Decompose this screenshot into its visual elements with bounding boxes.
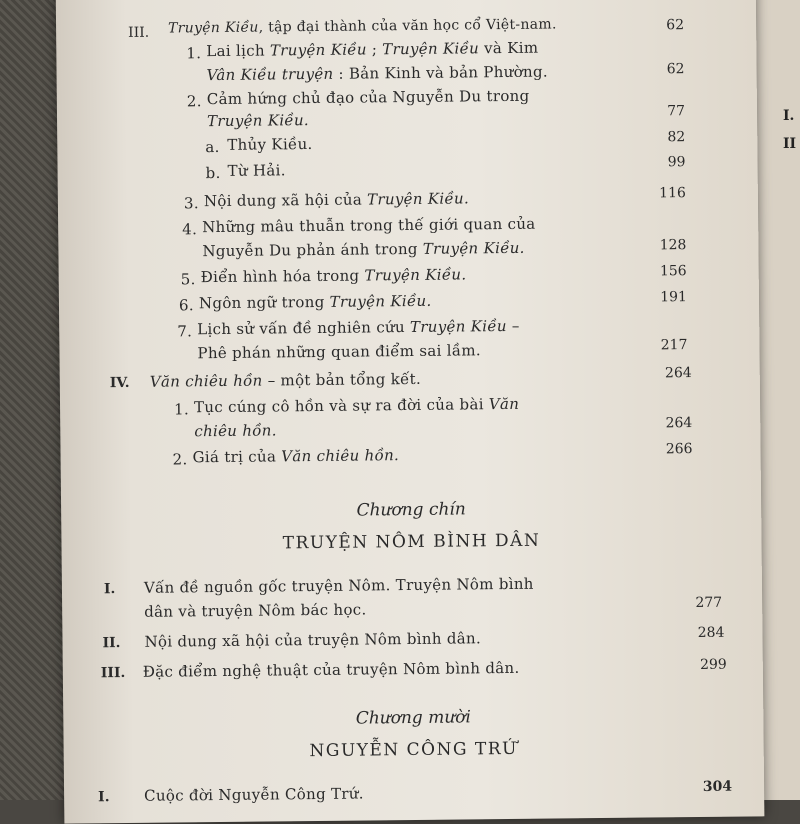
toc-entry-line: Điển hình hóa trong Truyện Kiều. bbox=[200, 265, 467, 287]
toc-entry-line: Phê phán những quan điểm sai lầm. bbox=[197, 341, 481, 363]
item-letter: a. bbox=[205, 137, 220, 157]
adjacent-page-mark-1: I. bbox=[783, 108, 795, 124]
page-number: 99 bbox=[667, 154, 686, 171]
page-number: 191 bbox=[660, 289, 688, 306]
section-title: Truyện Kiều, tập đại thành của văn học cổ Việt-nam. bbox=[168, 16, 557, 37]
chapter-label: Chương mười bbox=[355, 707, 471, 729]
page-number: 156 bbox=[659, 263, 687, 280]
page-number: 264 bbox=[664, 365, 692, 382]
page-number: 82 bbox=[667, 129, 686, 146]
item-number: 1. bbox=[173, 400, 190, 419]
toc-entry-line: Lai lịch Truyện Kiều ; Truyện Kiều và Kim bbox=[206, 38, 539, 61]
toc-entry-line: Cảm hứng chủ đạo của Nguyễn Du trong bbox=[206, 86, 530, 109]
toc-entry-line: Vân Kiều truyện : Bản Kinh và bản Phường. bbox=[206, 62, 549, 85]
page-number: 62 bbox=[666, 61, 685, 78]
toc-entry-line: Từ Hải. bbox=[227, 161, 286, 180]
toc-entry-line: Những mâu thuẫn trong thế giới quan của bbox=[202, 214, 536, 237]
item-number: 2. bbox=[172, 450, 188, 469]
toc-entry-line: Tục cúng cô hồn và sự ra đời của bài Văn bbox=[193, 394, 520, 417]
item-number: 3. bbox=[183, 194, 199, 213]
page-number: 217 bbox=[660, 337, 688, 354]
toc-entry-line: Nội dung xã hội của truyện Nôm bình dân. bbox=[144, 629, 482, 651]
section-title: Văn chiêu hồn – một bản tổng kết. bbox=[149, 369, 422, 391]
item-number: 6. bbox=[178, 296, 195, 315]
toc-entry-line: Lịch sử vấn đề nghiên cứu Truyện Kiều – bbox=[197, 316, 520, 339]
toc-entry-line: Đặc điểm nghệ thuật của truyện Nôm bình dân. bbox=[142, 658, 520, 681]
chapter-title: TRUYỆN NÔM BÌNH DÂN bbox=[282, 530, 541, 554]
section-number: II. bbox=[102, 635, 121, 652]
item-number: 5. bbox=[180, 270, 196, 289]
toc-page bbox=[56, 0, 765, 824]
adjacent-page-mark-2: II bbox=[783, 136, 797, 152]
section-number: I. bbox=[98, 789, 110, 806]
page-number: 116 bbox=[659, 185, 686, 202]
page-number: 284 bbox=[697, 624, 725, 641]
toc-entry-line: Nội dung xã hội của Truyện Kiều. bbox=[203, 189, 470, 211]
item-number: 4. bbox=[182, 220, 198, 239]
page-number: 62 bbox=[666, 17, 685, 34]
section-number: III. bbox=[128, 24, 150, 41]
item-letter: b. bbox=[205, 163, 221, 183]
page-number: 77 bbox=[667, 103, 686, 120]
section-number: IV. bbox=[109, 374, 130, 392]
toc-entry-line: Thủy Kiều. bbox=[227, 135, 313, 154]
toc-entry-line: Ngôn ngữ trong Truyện Kiều. bbox=[198, 291, 432, 313]
toc-entry-line: Truyện Kiều. bbox=[206, 111, 310, 131]
page-number: 299 bbox=[699, 656, 727, 673]
page-number: 266 bbox=[665, 441, 693, 458]
item-number: 2. bbox=[186, 92, 202, 111]
toc-entry-line: chiêu hồn. bbox=[194, 421, 277, 441]
toc-entry-line: Vấn đề nguồn gốc truyện Nôm. Truyện Nôm bình bbox=[143, 574, 534, 597]
toc-entry-line: Cuộc đời Nguyễn Công Trứ. bbox=[144, 784, 364, 805]
section-number: I. bbox=[103, 581, 116, 598]
page-number: 128 bbox=[659, 237, 687, 254]
toc-entry-line: dân và truyện Nôm bác học. bbox=[144, 600, 367, 621]
toc-entry-line: Nguyễn Du phản ánh trong Truyện Kiều. bbox=[202, 238, 525, 261]
section-number: III. bbox=[100, 664, 126, 682]
page-number: 277 bbox=[695, 594, 723, 612]
page-number: 264 bbox=[665, 415, 693, 432]
chapter-title: NGUYỄN CÔNG TRỨ bbox=[309, 738, 518, 762]
item-number: 7. bbox=[177, 322, 193, 341]
toc-entry-line: Giá trị của Văn chiêu hồn. bbox=[192, 446, 400, 467]
page-number: 304 bbox=[702, 778, 733, 795]
item-number: 1. bbox=[186, 44, 202, 63]
chapter-label: Chương chín bbox=[356, 499, 466, 521]
